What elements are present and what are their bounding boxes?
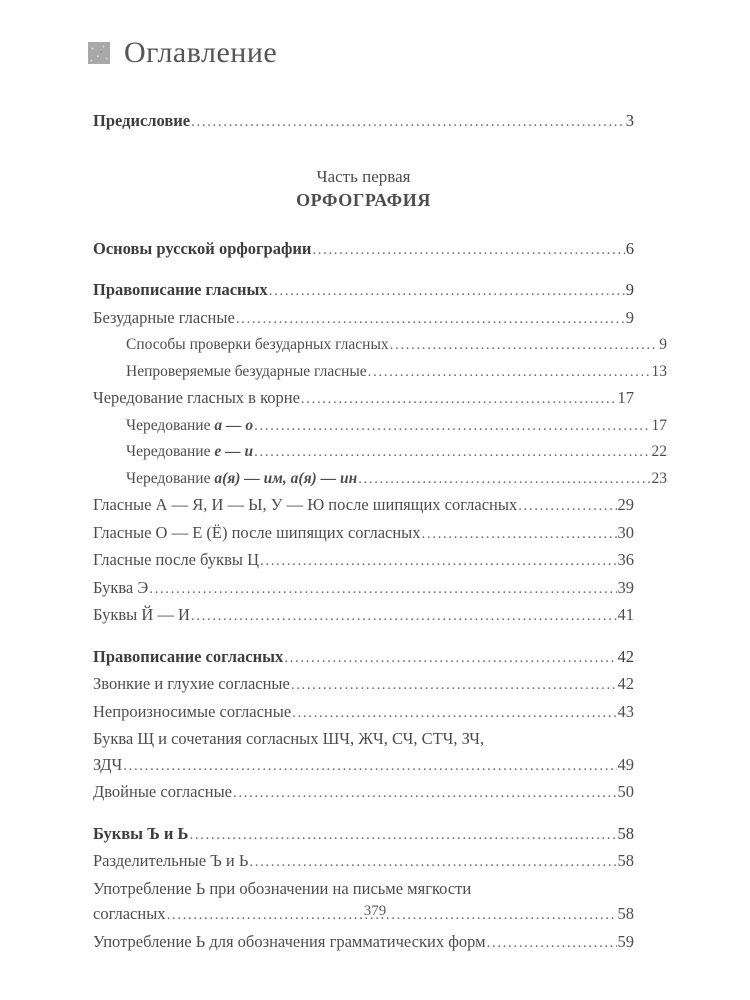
toc-entry-page: 50 — [617, 782, 634, 801]
toc-entry[interactable] — [93, 520, 634, 548]
toc-entry-label: Чередование а(я) — им, а(я) — ин — [126, 469, 358, 487]
toc-entry[interactable] — [93, 305, 634, 333]
toc-entry-continuation — [93, 752, 634, 780]
toc-entry-label: Буквы Й — И — [93, 605, 190, 624]
toc-entry[interactable] — [93, 332, 667, 359]
page-number: 379 — [363, 903, 387, 919]
toc-entry[interactable] — [93, 359, 667, 386]
toc-entry-label: Буквы Ъ и Ь — [93, 823, 189, 843]
toc-entry[interactable] — [93, 671, 634, 699]
toc-entry[interactable] — [93, 876, 634, 929]
toc-groups — [93, 236, 667, 957]
toc-entry[interactable] — [93, 929, 634, 957]
toc-entry[interactable] — [93, 236, 634, 264]
dot-leader — [368, 360, 651, 386]
dot-leader — [422, 522, 617, 548]
dot-leader — [189, 823, 616, 849]
toc-entry-page: 39 — [617, 577, 634, 597]
dot-leader — [518, 494, 616, 520]
toc-entry[interactable] — [93, 821, 634, 849]
dot-leader — [390, 333, 659, 359]
dot-leader — [260, 549, 617, 575]
toc-entry-page: 59 — [617, 931, 634, 951]
toc-entry-label: Буква Э — [93, 577, 149, 597]
table-of-contents — [93, 108, 667, 956]
toc-entry-label-line1: Употребление Ь при обозначении на письме мягкости — [93, 878, 472, 898]
toc-entry-page: 23 — [651, 469, 667, 487]
toc-entry-label: Основы русской орфографии — [93, 238, 312, 258]
dot-leader — [233, 781, 616, 807]
toc-entry-page: 43 — [617, 701, 634, 721]
toc-entry-label: Употребление Ь для обозначения грамматических форм — [93, 931, 486, 951]
dot-leader — [123, 754, 616, 780]
toc-entry-page: 58 — [617, 851, 634, 870]
toc-entry-label: Гласные А — Я, И — Ы, У — Ю после шипящих согласных — [93, 495, 518, 514]
toc-entry-label: Гласные О — Е (Ё) после шипящих согласных — [93, 522, 421, 542]
toc-entry-page: 42 — [617, 646, 634, 666]
dot-leader — [291, 673, 617, 699]
page-title: Оглавление — [124, 36, 278, 69]
toc-entry[interactable] — [93, 277, 634, 305]
toc-entry-page: 9 — [659, 336, 667, 353]
toc-entry-page: 17 — [617, 388, 634, 407]
dot-leader — [312, 238, 624, 264]
dot-leader — [149, 577, 616, 603]
dot-leader — [191, 110, 625, 136]
toc-entry-page: 41 — [617, 605, 634, 624]
dot-leader — [487, 931, 617, 957]
toc-entry-label: согласных — [93, 904, 166, 923]
toc-entry[interactable] — [93, 779, 634, 807]
dot-leader — [236, 307, 625, 333]
toc-entry-label: Правописание согласных — [93, 646, 284, 666]
toc-entry[interactable] — [93, 439, 667, 466]
dot-leader — [269, 279, 625, 305]
toc-entry-label-italic: а(я) — им, а(я) — ин — [214, 469, 358, 487]
toc-entry-preface[interactable] — [93, 108, 634, 136]
toc-entry-label: Непроизносимые согласные — [93, 701, 292, 721]
toc-entry-page: 9 — [625, 307, 634, 327]
toc-entry-page: 3 — [625, 111, 634, 130]
toc-entry-label-line1: Буква Щ и сочетания согласных ШЧ, ЖЧ, СЧ, СТЧ, ЗЧ, — [93, 729, 485, 748]
toc-entry[interactable] — [93, 602, 634, 630]
dot-leader — [254, 414, 650, 440]
toc-entry-page: 49 — [617, 754, 634, 774]
dot-leader — [284, 646, 616, 672]
toc-entry[interactable] — [93, 547, 634, 575]
toc-entry[interactable] — [93, 848, 634, 876]
dot-leader — [254, 440, 650, 466]
toc-entry-label: Правописание гласных — [93, 280, 268, 299]
toc-entry-label: Чередование гласных в корне — [93, 388, 300, 407]
toc-entry[interactable] — [93, 466, 667, 493]
toc-entry-page: 58 — [617, 823, 634, 843]
toc-entry-page: 29 — [617, 495, 634, 514]
toc-entry-label: Гласные после буквы Ц — [93, 550, 259, 569]
part-title: ОРФОГРАФИЯ — [296, 189, 431, 210]
toc-entry-page: 6 — [625, 238, 634, 258]
dot-leader — [249, 850, 616, 876]
toc-entry-label: Предисловие — [93, 111, 191, 130]
toc-entry-label: Разделительные Ъ и Ь — [93, 851, 249, 870]
toc-entry-page: 9 — [625, 280, 634, 299]
part-heading — [93, 166, 634, 212]
toc-entry[interactable] — [93, 385, 634, 413]
toc-entry-page: 17 — [651, 416, 667, 434]
toc-entry[interactable] — [93, 492, 634, 520]
toc-entry-label: Двойные согласные — [93, 782, 233, 801]
toc-entry-label-italic: е — и — [214, 443, 254, 460]
part-subtitle: Часть первая — [316, 166, 411, 186]
toc-entry-page: 22 — [651, 443, 667, 460]
toc-entry[interactable] — [93, 413, 667, 440]
toc-entry[interactable] — [93, 644, 634, 672]
toc-entry-label: Чередование е — и — [126, 443, 254, 460]
toc-entry-label: Безударные гласные — [93, 307, 235, 327]
toc-entry-label: Способы проверки безударных гласных — [126, 336, 389, 353]
dot-leader — [292, 701, 616, 727]
dot-leader — [301, 387, 617, 413]
toc-entry[interactable] — [93, 699, 634, 727]
toc-entry-label: ЗДЧ — [93, 754, 123, 774]
square-bullet-icon — [88, 42, 110, 64]
dot-leader — [191, 604, 617, 630]
toc-entry-page: 30 — [617, 522, 634, 542]
toc-entry[interactable] — [93, 575, 634, 603]
toc-entry-page: 36 — [617, 550, 634, 569]
toc-entry-label: Чередование а — о — [126, 416, 254, 434]
page-title-row — [88, 36, 277, 70]
toc-entry-page: 42 — [617, 674, 634, 693]
toc-entry-label: Звонкие и глухие согласные — [93, 674, 290, 693]
toc-entry-page: 58 — [617, 904, 634, 923]
dot-leader — [358, 467, 650, 493]
toc-entry-page: 13 — [651, 362, 667, 380]
toc-entry[interactable] — [93, 726, 634, 779]
toc-entry-label: Непроверяемые безударные гласные — [126, 362, 367, 380]
toc-entry-label-italic: а — о — [214, 416, 254, 434]
